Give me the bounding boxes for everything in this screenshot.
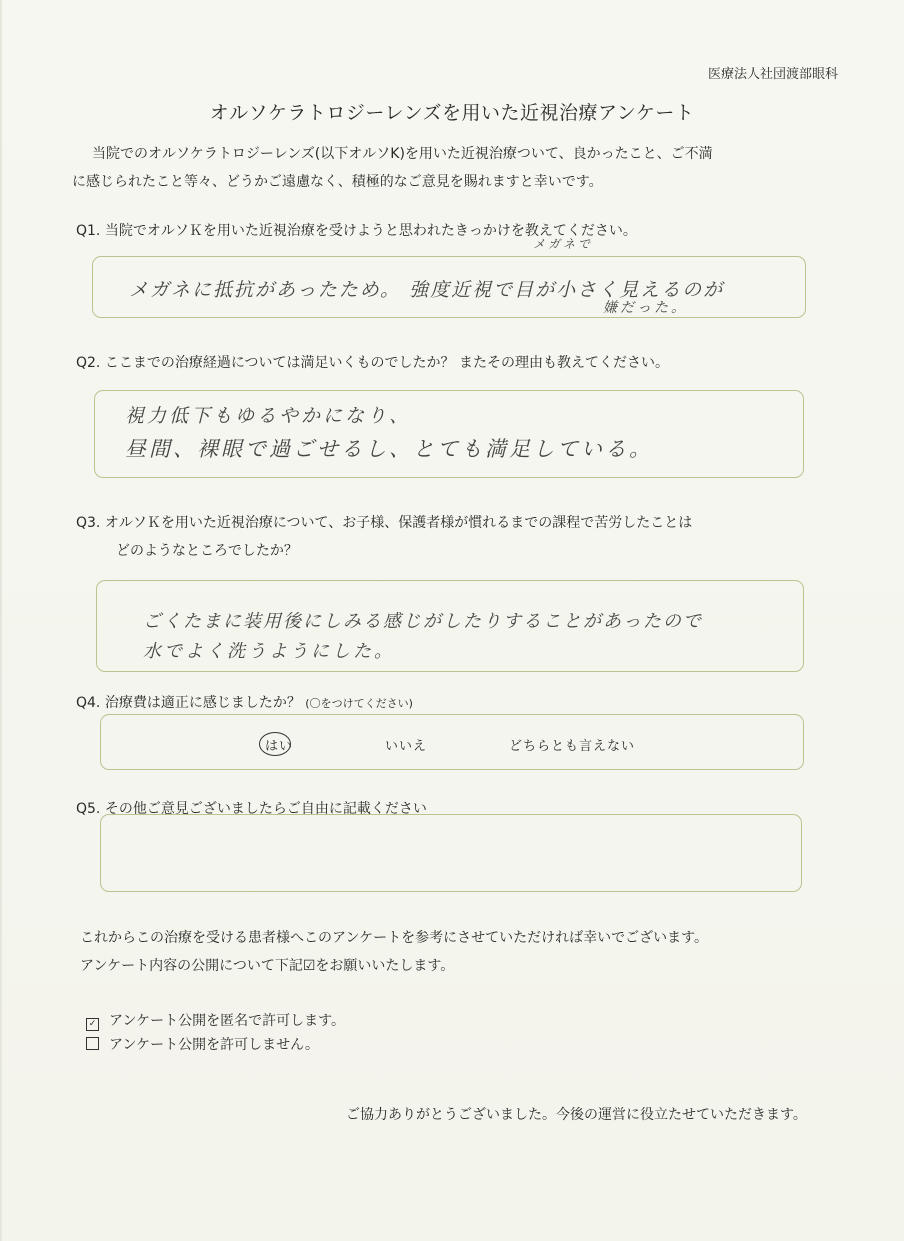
q1-answer-main: メガネに抵抗があったため。 強度近視で目が小さく見えるのが <box>129 279 725 301</box>
q3-question-line-1: Q3. オルソＫを用いた近視治療について、お子様、保護者様が慣れるまでの課程で苦労したことは <box>76 515 693 531</box>
q4-option-no[interactable] <box>385 735 427 754</box>
q1-answer-above: メガネで <box>533 237 594 251</box>
q4-option-neither[interactable] <box>509 735 635 754</box>
selection-circle <box>259 732 294 756</box>
intro-text <box>72 140 812 196</box>
q3-answer-line-1: ごくたまに装用後にしみる感じがしたりすることがあったので <box>143 611 703 632</box>
consent-decline-label: アンケート公開を許可しません。 <box>109 1037 319 1053</box>
consent-decline[interactable] <box>86 1034 319 1054</box>
q2-answer-box[interactable] <box>94 390 804 478</box>
q2-answer-line-1: 視力低下もゆるやかになり、 <box>125 405 412 427</box>
q2-answer-line-2: 昼間、裸眼で過ごせるし、とても満足している。 <box>125 437 653 461</box>
q4-option-yes-label: はい <box>265 739 294 754</box>
outro-text <box>80 924 708 980</box>
q1-answer-below: 嫌だった。 <box>603 300 688 316</box>
q3-answer-box[interactable] <box>96 580 804 672</box>
q5-question: Q5. その他ご意見ございましたらご自由に記載ください <box>76 801 427 817</box>
outro-line-1: これからこの治療を受ける患者様へこのアンケートを参考にさせていただければ幸いでございます。 <box>80 930 709 946</box>
clinic-name: 医療法人社団渡部眼科 <box>707 67 838 82</box>
q4-option-neither-label: どちらとも言えない <box>509 739 636 754</box>
q3-question-line-2: どのようなところでしたか？ <box>116 543 298 559</box>
checkbox-empty-icon[interactable] <box>86 1037 99 1050</box>
q5-answer-box[interactable] <box>100 814 802 892</box>
thanks-text: ご協力ありがとうございました。今後の運営に役立たせていただきます。 <box>346 1107 807 1123</box>
q2-question: Q2. ここまでの治療経過については満足いくものでしたか？ またその理由も教えてください。 <box>76 355 669 371</box>
q4-option-yes[interactable] <box>265 735 293 754</box>
consent-anonymous-label: アンケート公開を匿名で許可します。 <box>109 1013 346 1029</box>
checkbox-checked-icon[interactable]: ✓ <box>86 1018 99 1031</box>
outro-line-2: アンケート内容の公開について下記☑をお願いいたします。 <box>80 958 455 974</box>
consent-anonymous[interactable] <box>86 1010 345 1030</box>
q4-question-text: Q4. 治療費は適正に感じましたか？ <box>76 695 301 711</box>
q4-option-no-label: いいえ <box>385 739 428 754</box>
q4-options-box <box>100 714 804 770</box>
intro-line-1: 当院でのオルソケラトロジーレンズ(以下オルソK)を用いた近視治療ついて、良かったこと、ご不満 <box>92 146 713 162</box>
page-title: オルソケラトロジーレンズを用いた近視治療アンケート <box>209 102 695 124</box>
q3-answer-line-2: 水でよく洗うようにした。 <box>143 641 395 662</box>
q4-question <box>76 692 413 712</box>
q4-note: (〇をつけてください) <box>305 697 413 710</box>
intro-line-2: に感じられたこと等々、どうかご遠慮なく、積極的なご意見を賜れますと幸いです。 <box>72 174 603 190</box>
q1-question: Q1. 当院でオルソＫを用いた近視治療を受けようと思われたきっかけを教えてください。 <box>76 223 637 239</box>
q1-answer-box[interactable] <box>92 237 806 318</box>
